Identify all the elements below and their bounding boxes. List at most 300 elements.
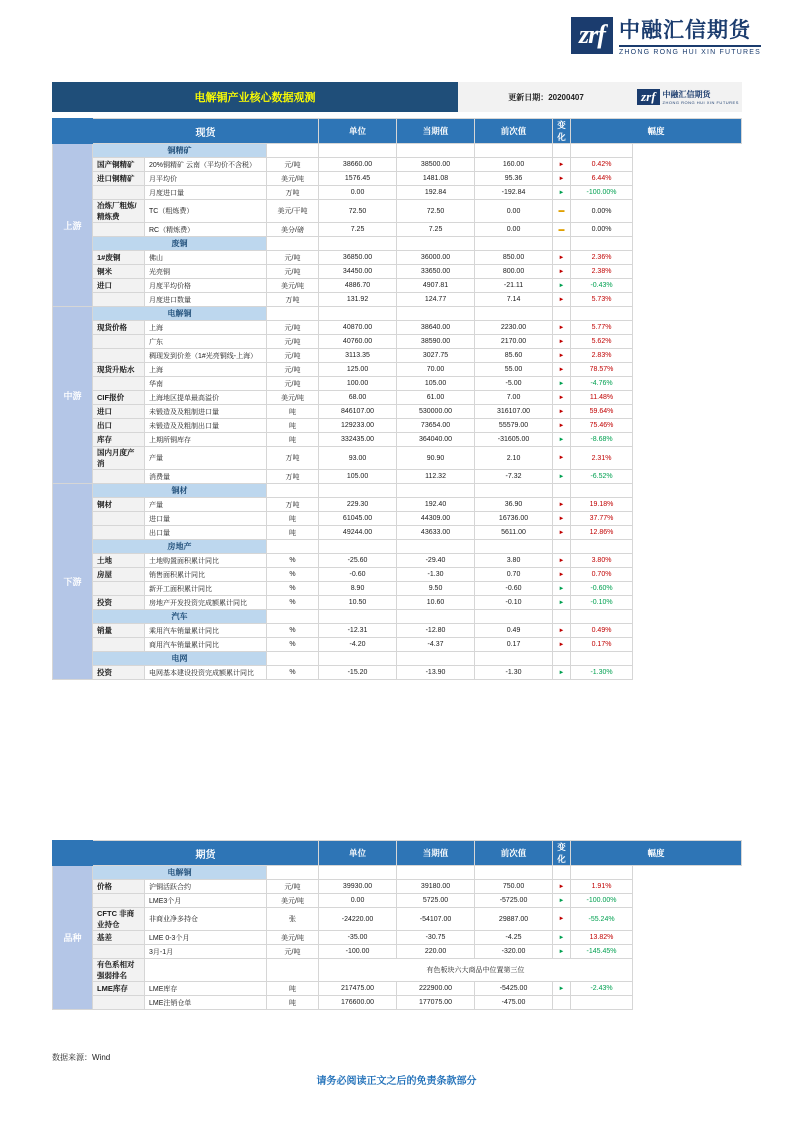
- trend-arrow-icon: ►: [553, 470, 571, 484]
- row-current: -25.60: [319, 554, 397, 568]
- row-change: 29887.00: [475, 908, 553, 931]
- row-previous: -30.75: [397, 931, 475, 945]
- row-current: 61045.00: [319, 512, 397, 526]
- row-range: 0.00%: [571, 223, 633, 237]
- trend-arrow-icon: ►: [553, 526, 571, 540]
- row-item: 月度进口数量: [145, 293, 267, 307]
- table-row: [53, 996, 742, 1010]
- table-row: [53, 293, 742, 307]
- row-current: 229.30: [319, 498, 397, 512]
- row-unit: 吨: [267, 982, 319, 996]
- section-row: [53, 652, 742, 666]
- col-previous: 前次值: [475, 119, 553, 144]
- row-change: -192.84: [475, 186, 553, 200]
- row-previous: 9.50: [397, 582, 475, 596]
- row-current: -0.60: [319, 568, 397, 582]
- table-row: [53, 568, 742, 582]
- row-change: 2.10: [475, 447, 553, 470]
- row-range: -8.68%: [571, 433, 633, 447]
- section-title: 铜材: [93, 484, 267, 498]
- row-current: 100.00: [319, 377, 397, 391]
- row-change: 16736.00: [475, 512, 553, 526]
- row-item: LME 0-3个月: [145, 931, 267, 945]
- row-group: 国产铜精矿: [93, 158, 145, 172]
- row-unit: 万吨: [267, 470, 319, 484]
- row-current: 40760.00: [319, 335, 397, 349]
- row-current: 8.90: [319, 582, 397, 596]
- row-group: 投资: [93, 596, 145, 610]
- row-item: 沪铜活跃合约: [145, 880, 267, 894]
- row-unit: %: [267, 596, 319, 610]
- table-row: [53, 666, 742, 680]
- row-group: [93, 377, 145, 391]
- section-title: 电解铜: [93, 866, 267, 880]
- col-unit-f: 单位: [319, 841, 397, 866]
- row-group: 现货升贴水: [93, 363, 145, 377]
- row-item: 出口量: [145, 526, 267, 540]
- row-range: 3.80%: [571, 554, 633, 568]
- section-row: [53, 307, 742, 321]
- logo-name-en-small: ZHONG RONG HUI XIN FUTURES: [662, 100, 739, 105]
- page-title: 电解铜产业核心数据观测: [52, 82, 458, 112]
- trend-arrow-icon: ►: [553, 433, 571, 447]
- row-range: -0.43%: [571, 279, 633, 293]
- table-row: [53, 321, 742, 335]
- logo-divider: [619, 45, 761, 47]
- row-previous: -4.37: [397, 638, 475, 652]
- trend-arrow-icon: ►: [553, 512, 571, 526]
- row-item: 销售面积累计同比: [145, 568, 267, 582]
- row-item: 上期所铜库存: [145, 433, 267, 447]
- row-item: 消费量: [145, 470, 267, 484]
- table-row: [53, 186, 742, 200]
- row-group: 国内月度产消: [93, 447, 145, 470]
- row-current: 176600.00: [319, 996, 397, 1010]
- row-unit: 美分/磅: [267, 223, 319, 237]
- row-item: 广东: [145, 335, 267, 349]
- row-current: 129233.00: [319, 419, 397, 433]
- row-unit: 吨: [267, 526, 319, 540]
- row-unit: 万吨: [267, 447, 319, 470]
- row-unit: %: [267, 624, 319, 638]
- row-range: [571, 996, 633, 1010]
- rank-note: 有色板块六大商品中位置第三位: [319, 959, 633, 982]
- row-previous: -12.80: [397, 624, 475, 638]
- row-group: 进口: [93, 405, 145, 419]
- row-group: [93, 293, 145, 307]
- section-title: 电解铜: [93, 307, 267, 321]
- col-current: 当期值: [397, 119, 475, 144]
- row-unit: 万吨: [267, 186, 319, 200]
- row-item: LME3个月: [145, 894, 267, 908]
- row-item: 未锻造及及粗制出口量: [145, 419, 267, 433]
- table-row: [53, 880, 742, 894]
- row-current: -15.20: [319, 666, 397, 680]
- section-row: [53, 144, 742, 158]
- row-group: 有色系相对强弱排名: [93, 959, 145, 982]
- row-range: -0.60%: [571, 582, 633, 596]
- row-item: 3月-1月: [145, 945, 267, 959]
- row-group: 进口铜精矿: [93, 172, 145, 186]
- row-previous: 5725.00: [397, 894, 475, 908]
- row-range: 59.64%: [571, 405, 633, 419]
- row-change: 55579.00: [475, 419, 553, 433]
- table-row: [53, 908, 742, 931]
- trend-arrow-icon: ►: [553, 321, 571, 335]
- row-current: 217475.00: [319, 982, 397, 996]
- row-current: -100.00: [319, 945, 397, 959]
- trend-arrow-icon: ▬: [553, 200, 571, 223]
- row-range: -2.43%: [571, 982, 633, 996]
- row-change: 5611.00: [475, 526, 553, 540]
- row-unit: %: [267, 554, 319, 568]
- row-change: 0.17: [475, 638, 553, 652]
- trend-arrow-icon: ►: [553, 186, 571, 200]
- row-group: [93, 638, 145, 652]
- trend-arrow-icon: ►: [553, 931, 571, 945]
- side-upstream: 上游: [53, 144, 93, 307]
- col-change: 变化: [553, 119, 571, 144]
- row-range: 12.86%: [571, 526, 633, 540]
- row-unit: 元/吨: [267, 363, 319, 377]
- row-unit: %: [267, 568, 319, 582]
- table-row: [53, 419, 742, 433]
- row-change: 3.80: [475, 554, 553, 568]
- table-row: [53, 433, 742, 447]
- row-group: 投资: [93, 666, 145, 680]
- row-change: -31605.00: [475, 433, 553, 447]
- row-unit: 元/吨: [267, 335, 319, 349]
- row-unit: 元/吨: [267, 321, 319, 335]
- row-previous: 192.40: [397, 498, 475, 512]
- row-previous: 43633.00: [397, 526, 475, 540]
- trend-arrow-icon: ►: [553, 582, 571, 596]
- row-range: 0.17%: [571, 638, 633, 652]
- row-change: 0.70: [475, 568, 553, 582]
- row-group: 价格: [93, 880, 145, 894]
- row-previous: 10.60: [397, 596, 475, 610]
- row-group: [93, 470, 145, 484]
- row-group: [93, 335, 145, 349]
- row-change: 2170.00: [475, 335, 553, 349]
- row-unit: 元/吨: [267, 158, 319, 172]
- row-previous: -54107.00: [397, 908, 475, 931]
- row-unit: %: [267, 666, 319, 680]
- row-change: 2230.00: [475, 321, 553, 335]
- table-row: [53, 554, 742, 568]
- row-item: 未锻造及及粗制进口量: [145, 405, 267, 419]
- trend-arrow-icon: ►: [553, 638, 571, 652]
- col-range-f: 幅度: [571, 841, 742, 866]
- row-current: 125.00: [319, 363, 397, 377]
- row-unit: 吨: [267, 996, 319, 1010]
- table-row: [53, 596, 742, 610]
- row-group: [93, 186, 145, 200]
- table-row: [53, 526, 742, 540]
- trend-arrow-icon: ►: [553, 172, 571, 186]
- row-change: -4.25: [475, 931, 553, 945]
- table-row: [53, 335, 742, 349]
- row-change: 0.00: [475, 200, 553, 223]
- row-unit: 元/吨: [267, 251, 319, 265]
- data-source: 数据来源：Wind: [52, 1053, 111, 1062]
- row-change: 0.00: [475, 223, 553, 237]
- table-row: [53, 582, 742, 596]
- logo-name-en: ZHONG RONG HUI XIN FUTURES: [618, 49, 761, 56]
- row-range: 1.91%: [571, 880, 633, 894]
- row-change: 36.90: [475, 498, 553, 512]
- row-change: 7.14: [475, 293, 553, 307]
- row-item: 非商业净多持仓: [145, 908, 267, 931]
- section-title: 房地产: [93, 540, 267, 554]
- logo-name-cn: 中融汇信期货: [618, 19, 751, 42]
- section-row: [53, 610, 742, 624]
- section-title: 铜精矿: [93, 144, 267, 158]
- col-range: 幅度: [571, 119, 742, 144]
- table-row: [53, 405, 742, 419]
- row-group: 进口: [93, 279, 145, 293]
- row-range: 0.42%: [571, 158, 633, 172]
- table-row: [53, 624, 742, 638]
- row-unit: 吨: [267, 433, 319, 447]
- row-item: 电网基本建设投资完成额累计同比: [145, 666, 267, 680]
- row-unit: 美元/吨: [267, 931, 319, 945]
- trend-arrow-icon: ►: [553, 498, 571, 512]
- row-previous: 3027.75: [397, 349, 475, 363]
- trend-arrow-icon: ▬: [553, 223, 571, 237]
- row-previous: -1.30: [397, 568, 475, 582]
- row-previous: 38500.00: [397, 158, 475, 172]
- row-unit: 美元/吨: [267, 279, 319, 293]
- row-previous: 90.90: [397, 447, 475, 470]
- row-unit: 元/吨: [267, 945, 319, 959]
- table-row: [53, 931, 742, 945]
- trend-arrow-icon: ►: [553, 335, 571, 349]
- row-current: 105.00: [319, 470, 397, 484]
- row-current: 846107.00: [319, 405, 397, 419]
- row-unit: 美元/吨: [267, 172, 319, 186]
- row-range: 19.18%: [571, 498, 633, 512]
- disclaimer: 请务必阅读正文之后的免责条款部分: [316, 1076, 477, 1087]
- row-group: 冶炼厂粗炼/精炼费: [93, 200, 145, 223]
- table-row: [53, 498, 742, 512]
- row-change: 0.49: [475, 624, 553, 638]
- row-previous: 7.25: [397, 223, 475, 237]
- row-range: 6.44%: [571, 172, 633, 186]
- row-previous: 38640.00: [397, 321, 475, 335]
- table-row: [53, 251, 742, 265]
- row-unit: [267, 959, 319, 982]
- row-item: 上海: [145, 363, 267, 377]
- row-item: 月度进口量: [145, 186, 267, 200]
- row-previous: 1481.08: [397, 172, 475, 186]
- section-row: [53, 866, 742, 880]
- table-row: [53, 638, 742, 652]
- row-change: -5425.00: [475, 982, 553, 996]
- col-spot: 现货: [93, 119, 319, 144]
- row-group: 基差: [93, 931, 145, 945]
- row-item: LME注销仓单: [145, 996, 267, 1010]
- row-range: 2.36%: [571, 251, 633, 265]
- trend-arrow-icon: ►: [553, 377, 571, 391]
- row-range: 0.49%: [571, 624, 633, 638]
- row-item: [145, 959, 267, 982]
- trend-arrow-icon: ►: [553, 419, 571, 433]
- row-current: -24220.00: [319, 908, 397, 931]
- trend-arrow-icon: ►: [553, 158, 571, 172]
- logo-mark-small: zrf: [637, 89, 659, 105]
- row-range: 5.62%: [571, 335, 633, 349]
- row-unit: 美元/干吨: [267, 200, 319, 223]
- futures-table: [52, 840, 742, 1010]
- row-change: 850.00: [475, 251, 553, 265]
- row-range: 5.73%: [571, 293, 633, 307]
- row-item: 土地购置面积累计同比: [145, 554, 267, 568]
- section-row: [53, 540, 742, 554]
- row-item: 上海: [145, 321, 267, 335]
- row-group: CFTC 非商业持仓: [93, 908, 145, 931]
- row-unit: 张: [267, 908, 319, 931]
- row-unit: 吨: [267, 405, 319, 419]
- row-unit: 元/吨: [267, 349, 319, 363]
- table-row: [53, 982, 742, 996]
- row-range: 13.82%: [571, 931, 633, 945]
- row-change: 160.00: [475, 158, 553, 172]
- table-row-note: [53, 959, 742, 982]
- row-change: -320.00: [475, 945, 553, 959]
- table-row: [53, 512, 742, 526]
- trend-arrow-icon: ►: [553, 568, 571, 582]
- row-previous: 112.32: [397, 470, 475, 484]
- row-unit: 万吨: [267, 498, 319, 512]
- table-row: [53, 223, 742, 237]
- row-item: 产量: [145, 447, 267, 470]
- row-item: TC（粗炼费）: [145, 200, 267, 223]
- row-previous: 44309.00: [397, 512, 475, 526]
- trend-arrow-icon: ►: [553, 945, 571, 959]
- row-range: -6.52%: [571, 470, 633, 484]
- row-group: [93, 512, 145, 526]
- row-range: -145.45%: [571, 945, 633, 959]
- row-item: 房地产开发投资完成额累计同比: [145, 596, 267, 610]
- logo-mark: zrf: [571, 17, 613, 54]
- row-unit: 美元/吨: [267, 391, 319, 405]
- row-item: LME库存: [145, 982, 267, 996]
- row-item: 商用汽车销量累计同比: [145, 638, 267, 652]
- col-futures: 期货: [93, 841, 319, 866]
- row-item: 进口量: [145, 512, 267, 526]
- row-current: 36850.00: [319, 251, 397, 265]
- row-current: -4.20: [319, 638, 397, 652]
- side-midstream: 中游: [53, 307, 93, 484]
- row-item: 稠现发到价差（1#光亮铜线-上海）: [145, 349, 267, 363]
- row-change: 750.00: [475, 880, 553, 894]
- trend-arrow-icon: ►: [553, 251, 571, 265]
- row-change: -0.60: [475, 582, 553, 596]
- row-current: 0.00: [319, 186, 397, 200]
- section-row: [53, 484, 742, 498]
- row-unit: 美元/吨: [267, 894, 319, 908]
- row-change: -5725.00: [475, 894, 553, 908]
- row-range: -100.00%: [571, 894, 633, 908]
- trend-arrow-icon: ►: [553, 447, 571, 470]
- row-current: 40870.00: [319, 321, 397, 335]
- row-group: 1#废铜: [93, 251, 145, 265]
- update-date: 更新日期：20200407: [458, 82, 634, 112]
- table-row: [53, 377, 742, 391]
- trend-arrow-icon: [553, 996, 571, 1010]
- table-row: [53, 470, 742, 484]
- trend-arrow-icon: ►: [553, 596, 571, 610]
- table-row: [53, 349, 742, 363]
- row-previous: 222900.00: [397, 982, 475, 996]
- table-row: [53, 265, 742, 279]
- row-previous: 38590.00: [397, 335, 475, 349]
- table-row: [53, 158, 742, 172]
- row-unit: 吨: [267, 419, 319, 433]
- row-change: -1.30: [475, 666, 553, 680]
- section-title: 汽车: [93, 610, 267, 624]
- row-item: 20%铜精矿 云南（平均价不含税）: [145, 158, 267, 172]
- row-previous: 105.00: [397, 377, 475, 391]
- row-group: 房屋: [93, 568, 145, 582]
- row-previous: 33650.00: [397, 265, 475, 279]
- row-current: 3113.35: [319, 349, 397, 363]
- row-change: 95.36: [475, 172, 553, 186]
- trend-arrow-icon: ►: [553, 349, 571, 363]
- table-row: [53, 945, 742, 959]
- trend-arrow-icon: ►: [553, 908, 571, 931]
- row-item: 上海地区提单最高溢价: [145, 391, 267, 405]
- row-range: 75.46%: [571, 419, 633, 433]
- row-previous: 36000.00: [397, 251, 475, 265]
- row-change: 55.00: [475, 363, 553, 377]
- trend-arrow-icon: ►: [553, 279, 571, 293]
- row-change: -475.00: [475, 996, 553, 1010]
- row-item: 新开工面积累计同比: [145, 582, 267, 596]
- trend-arrow-icon: ►: [553, 405, 571, 419]
- trend-arrow-icon: ►: [553, 293, 571, 307]
- row-range: 0.00%: [571, 200, 633, 223]
- row-group: 现货价格: [93, 321, 145, 335]
- col-previous-f: 前次值: [475, 841, 553, 866]
- row-change: -5.00: [475, 377, 553, 391]
- row-current: 131.92: [319, 293, 397, 307]
- row-range: 2.83%: [571, 349, 633, 363]
- row-range: 2.31%: [571, 447, 633, 470]
- trend-arrow-icon: ►: [553, 880, 571, 894]
- row-item: 华南: [145, 377, 267, 391]
- row-previous: 39180.00: [397, 880, 475, 894]
- row-current: 1576.45: [319, 172, 397, 186]
- row-current: 39930.00: [319, 880, 397, 894]
- row-group: 出口: [93, 419, 145, 433]
- company-logo: [571, 14, 761, 56]
- row-change: 7.00: [475, 391, 553, 405]
- row-current: 34450.00: [319, 265, 397, 279]
- trend-arrow-icon: ►: [553, 391, 571, 405]
- row-item: 佛山: [145, 251, 267, 265]
- row-previous: 192.84: [397, 186, 475, 200]
- title-logo: [634, 82, 742, 112]
- row-unit: %: [267, 638, 319, 652]
- logo-name-cn-small: 中融汇信期货: [662, 90, 711, 99]
- row-range: -1.30%: [571, 666, 633, 680]
- row-range: 2.38%: [571, 265, 633, 279]
- row-previous: 364040.00: [397, 433, 475, 447]
- row-item: 月平均价: [145, 172, 267, 186]
- trend-arrow-icon: ►: [553, 894, 571, 908]
